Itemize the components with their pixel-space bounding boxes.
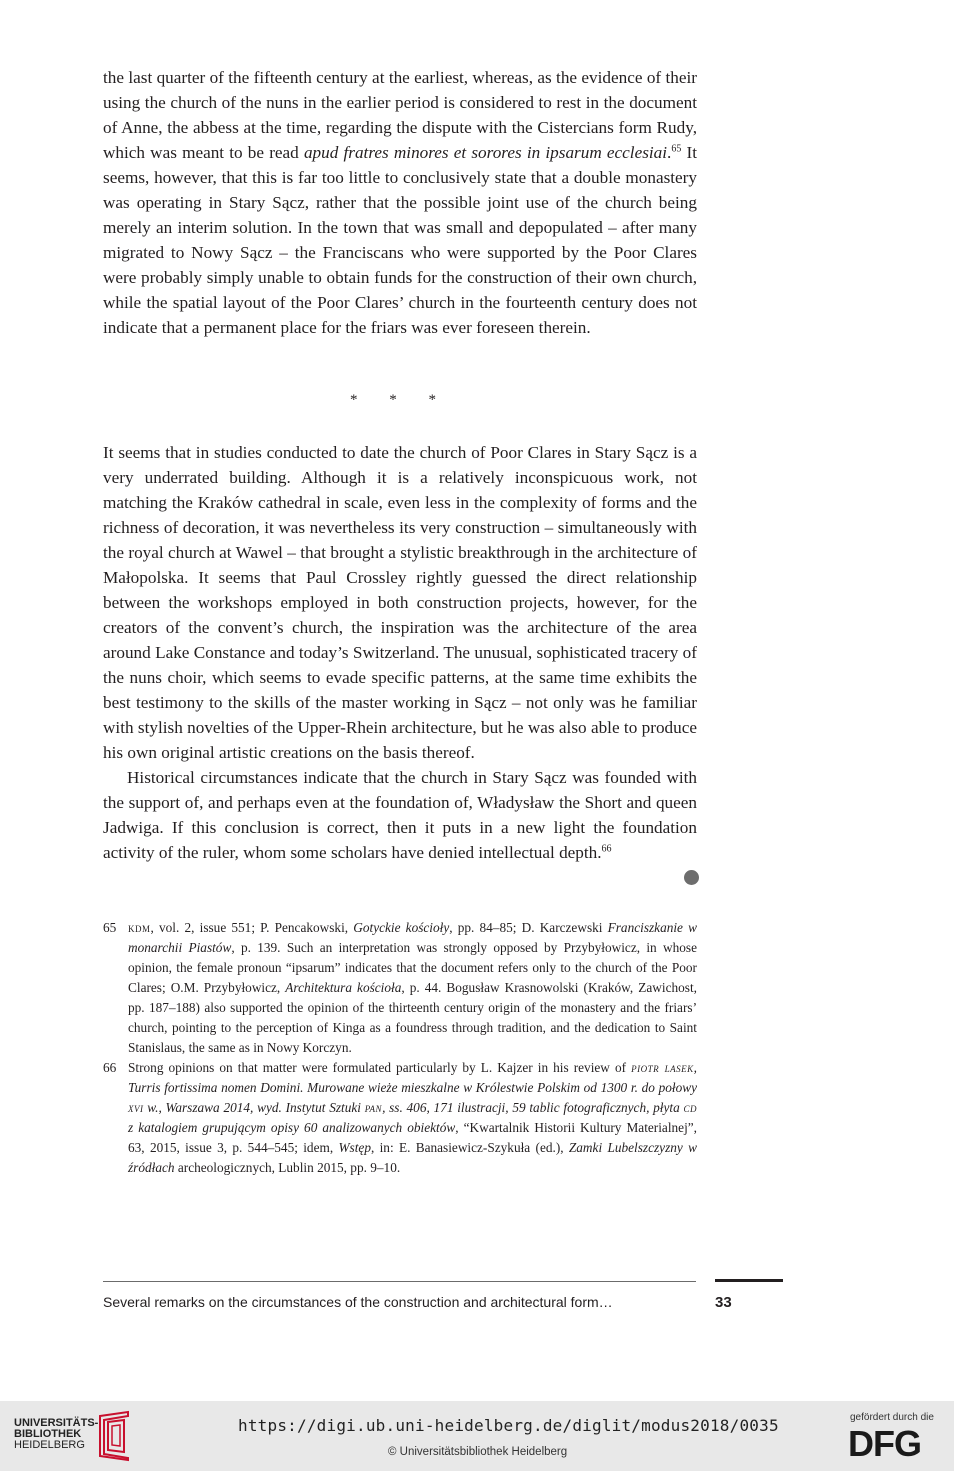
footnote-text: kdm, vol. 2, issue 551; P. Pencakowski, Gotyckie kościoły, pp. 84–85; D. Karczewski Franciszkanie w monarchii Piastów, p. 139. Such an interpretation was strongly opposed by Przybyłowicz, in whose opinion, the female pronoun “ipsarum” indicates that the document refers only to the church of the Poor Clares; O.M. Przybyłowicz, Architektura kościoła, p. 44. Bogusław Krasnowolski (Kraków, Zawichost, pp. 187–188) also supported the opinion of the thirteenth century origin of the monastery and the friars’ church, pointing to the perception of Kinga as a foundress through tradition, and the dedication to Saint Stanislaus, the same as in Nowy Korczyn. <box>128 920 697 1055</box>
page-number-rule <box>715 1279 783 1282</box>
footnote-text: Strong opinions on that matter were formulated particularly by L. Kajzer in his review of piotr lasek, Turris fortissima nomen Domini. Murowane wieże mieszkalne w Królestwie Polskim od 1300 r. do połowy xvi w., Warszawa 2014, wyd. Instytut Sztuki pan, ss. 406, 171 ilustracji, 59 tablic fotograficznych, płyta cd z katalogiem grupującym opisy 60 analizowanych obiektów, “Kwartalnik Historii Kultury Materialnej”, 63, 2015, issue 3, p. 544–545; idem, Wstęp, in: E. Banasiewicz-Szykuła (ed.), Zamki Lubelszczyzny w źródłach archeologicznych, Lublin 2015, pp. 9–10. <box>128 1060 698 1175</box>
footnote-ref-65[interactable]: 65 <box>671 143 682 155</box>
permalink-url[interactable]: https://digi.ub.uni-heidelberg.de/diglit/modus2018/0035 <box>238 1416 779 1435</box>
section-separator: * * * <box>350 392 450 408</box>
footnote-number: 66 <box>103 1060 117 1075</box>
body-paragraph-1: the last quarter of the fifteenth century at the earliest, whereas, as the evidence of their using the church of the nuns in the earlier period is considered to rest in the document of Anne, the abbess at the time, regarding the dispute with the Cistercians form Rudy, which was meant to be read apud fratres minores et sorores in ipsarum ecclesiai.$^{65}$ It seems, however, that this is far too little to conclusively state that a double monastery was operating in Stary Sącz, rather that the possible joint use of the church being merely an interim solution. In the town that was small and depopulated – after many migrated to Nowy Sącz – the Franciscans who were supported by the Poor Clares were probably simply unable to obtain funds for the construction of their own church, while the spatial layout of the Poor Clares’ church in the fourteenth century does not indicate that a permanent place for the friars was ever foreseen therein. <box>103 68 698 337</box>
footnote-65 <box>103 918 697 1058</box>
funder-caption: gefördert durch die <box>850 1412 934 1423</box>
library-logo[interactable]: UNIVERSITÄTS- BIBLIOTHEK HEIDELBERG <box>14 1417 99 1451</box>
page-number: 33 <box>715 1294 732 1311</box>
footnote-number: 65 <box>103 920 117 935</box>
dfg-logo[interactable]: DFG <box>848 1423 921 1464</box>
copyright-notice: © Universitätsbibliothek Heidelberg <box>388 1446 568 1458</box>
library-emblem-icon <box>98 1410 134 1462</box>
footnote-ref-66[interactable]: 66 <box>601 843 612 855</box>
body-paragraph-2: It seems that in studies conducted to date the church of Poor Clares in Stary Sącz is a very underrated building. Although it is a relatively inconspicuous work, not matching the Kraków cathedral in scale, even less in the complexity of forms and the richness of decoration, it was nevertheless its very construction – simultaneously with the royal church at Wawel – that brought a stylistic breakthrough in the architecture of Małopolska. It seems that Paul Crossley rightly guessed the direct relationship between the workshops employed in both construction projects, however, for the creators of the convent’s church, the inspiration was the architecture of the area around Lake Constance and today’s Switzerland. The unusual, sophisticated tracery of the nuns choir, which seems to evade specific patterns, at the same time exhibits the best testimony to the skills of the master working in Sącz – not only was he familiar with stylish novelties of the Upper-Rhein architecture, but he was also able to produce his own original artistic creations on the basis thereof. <box>103 443 697 762</box>
latin-quote: apud fratres minores et sorores in ipsarum ecclesiai <box>303 143 668 162</box>
footer-divider <box>103 1281 696 1282</box>
running-title: Several remarks on the circumstances of the construction and architectural form… <box>103 1294 613 1310</box>
end-of-text-bullet-icon <box>684 870 699 885</box>
viewer-footer-bar <box>0 1401 954 1471</box>
footnote-66 <box>103 1058 697 1178</box>
body-paragraph-3: Historical circumstances indicate that the church in Stary Sącz was founded with the support of, and perhaps even at the foundation of, Władysław the Short and queen Jadwiga. If this conclusion is correct, then it puts in a new light the foundation activity of the ruler, whom some scholars have denied intellectual depth.$^{66}$ <box>103 768 697 862</box>
